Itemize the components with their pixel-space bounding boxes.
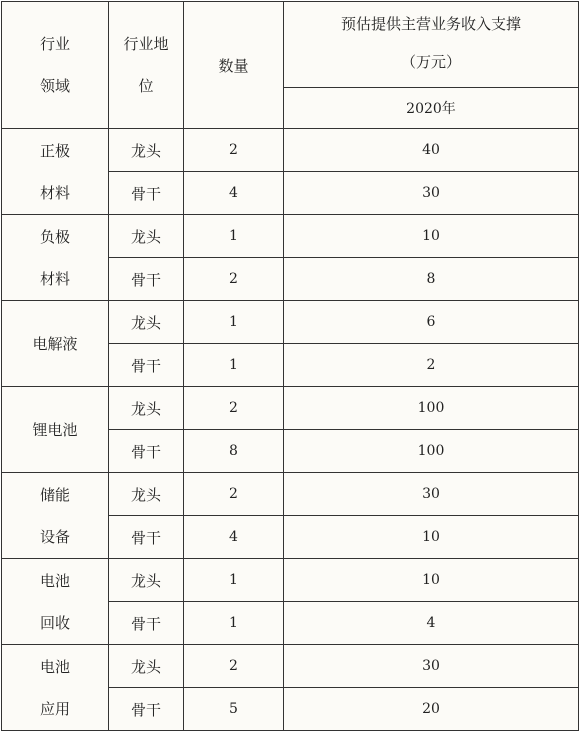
- field-name-line: 锂电池: [32, 420, 78, 439]
- header-revenue-line2: （万元）: [400, 53, 461, 71]
- table-row: [2, 473, 579, 516]
- table-row: [2, 559, 579, 602]
- header-revenue: [284, 2, 579, 88]
- position-cell: 龙头: [109, 473, 184, 516]
- field-name-line: 材料: [39, 183, 70, 202]
- revenue-cell: 30: [284, 473, 579, 516]
- position-cell: 龙头: [109, 559, 184, 602]
- count-cell: 2: [184, 129, 284, 172]
- industry-table: [1, 1, 579, 731]
- table-row: [2, 387, 579, 430]
- count-cell: 2: [184, 258, 284, 301]
- field-cell: [2, 129, 109, 215]
- count-cell: 4: [184, 172, 284, 215]
- count-cell: 4: [184, 516, 284, 559]
- position-cell: 龙头: [109, 387, 184, 430]
- table-body: [2, 2, 579, 731]
- field-name-line: 回收: [39, 613, 70, 632]
- count-cell: 1: [184, 344, 284, 387]
- count-cell: 1: [184, 602, 284, 645]
- field-name-line: 设备: [39, 527, 70, 546]
- revenue-cell: 30: [284, 172, 579, 215]
- revenue-cell: 40: [284, 129, 579, 172]
- field-cell: [2, 645, 109, 731]
- field-cell: [2, 559, 109, 645]
- revenue-cell: 8: [284, 258, 579, 301]
- field-name-line: 正极: [39, 141, 70, 160]
- header-year: 2020年: [284, 88, 579, 129]
- count-cell: 5: [184, 688, 284, 731]
- revenue-cell: 100: [284, 430, 579, 473]
- position-cell: 骨干: [109, 430, 184, 473]
- table-row: [2, 645, 579, 688]
- field-cell: [2, 473, 109, 559]
- count-cell: 2: [184, 645, 284, 688]
- revenue-cell: 10: [284, 215, 579, 258]
- count-cell: 2: [184, 473, 284, 516]
- revenue-cell: 6: [284, 301, 579, 344]
- table-row: [2, 301, 579, 344]
- revenue-cell: 100: [284, 387, 579, 430]
- revenue-cell: 20: [284, 688, 579, 731]
- position-cell: 骨干: [109, 602, 184, 645]
- field-name-line: 电池: [39, 657, 70, 676]
- position-cell: 骨干: [109, 516, 184, 559]
- header-revenue-line1: 预估提供主营业务收入支撑: [340, 15, 521, 33]
- field-name-line: 应用: [39, 699, 70, 718]
- position-cell: 骨干: [109, 344, 184, 387]
- revenue-cell: 10: [284, 516, 579, 559]
- position-cell: 龙头: [109, 645, 184, 688]
- table-row: [2, 215, 579, 258]
- header-position-line1: 行业地: [123, 35, 169, 53]
- field-cell: [2, 215, 109, 301]
- count-cell: 8: [184, 430, 284, 473]
- field-name-line: 电池: [39, 571, 70, 590]
- header-position-line2: 位: [138, 77, 154, 95]
- position-cell: 骨干: [109, 172, 184, 215]
- position-cell: 龙头: [109, 129, 184, 172]
- header-count: 数量: [184, 2, 284, 129]
- field-name-line: 负极: [39, 227, 70, 246]
- revenue-cell: 2: [284, 344, 579, 387]
- position-cell: 龙头: [109, 215, 184, 258]
- field-name-line: 储能: [39, 485, 70, 504]
- revenue-cell: 4: [284, 602, 579, 645]
- revenue-cell: 30: [284, 645, 579, 688]
- header-row: [2, 2, 579, 88]
- count-cell: 2: [184, 387, 284, 430]
- field-cell: [2, 301, 109, 387]
- revenue-cell: 10: [284, 559, 579, 602]
- header-field-line1: 行业: [39, 35, 70, 53]
- header-field-line2: 领域: [39, 77, 70, 95]
- count-cell: 1: [184, 559, 284, 602]
- position-cell: 骨干: [109, 258, 184, 301]
- field-name-line: 电解液: [32, 334, 78, 353]
- count-cell: 1: [184, 301, 284, 344]
- position-cell: 龙头: [109, 301, 184, 344]
- field-name-line: 材料: [39, 269, 70, 288]
- count-cell: 1: [184, 215, 284, 258]
- table-row: [2, 129, 579, 172]
- field-cell: [2, 387, 109, 473]
- header-position: [109, 2, 184, 129]
- position-cell: 骨干: [109, 688, 184, 731]
- header-field: [2, 2, 109, 129]
